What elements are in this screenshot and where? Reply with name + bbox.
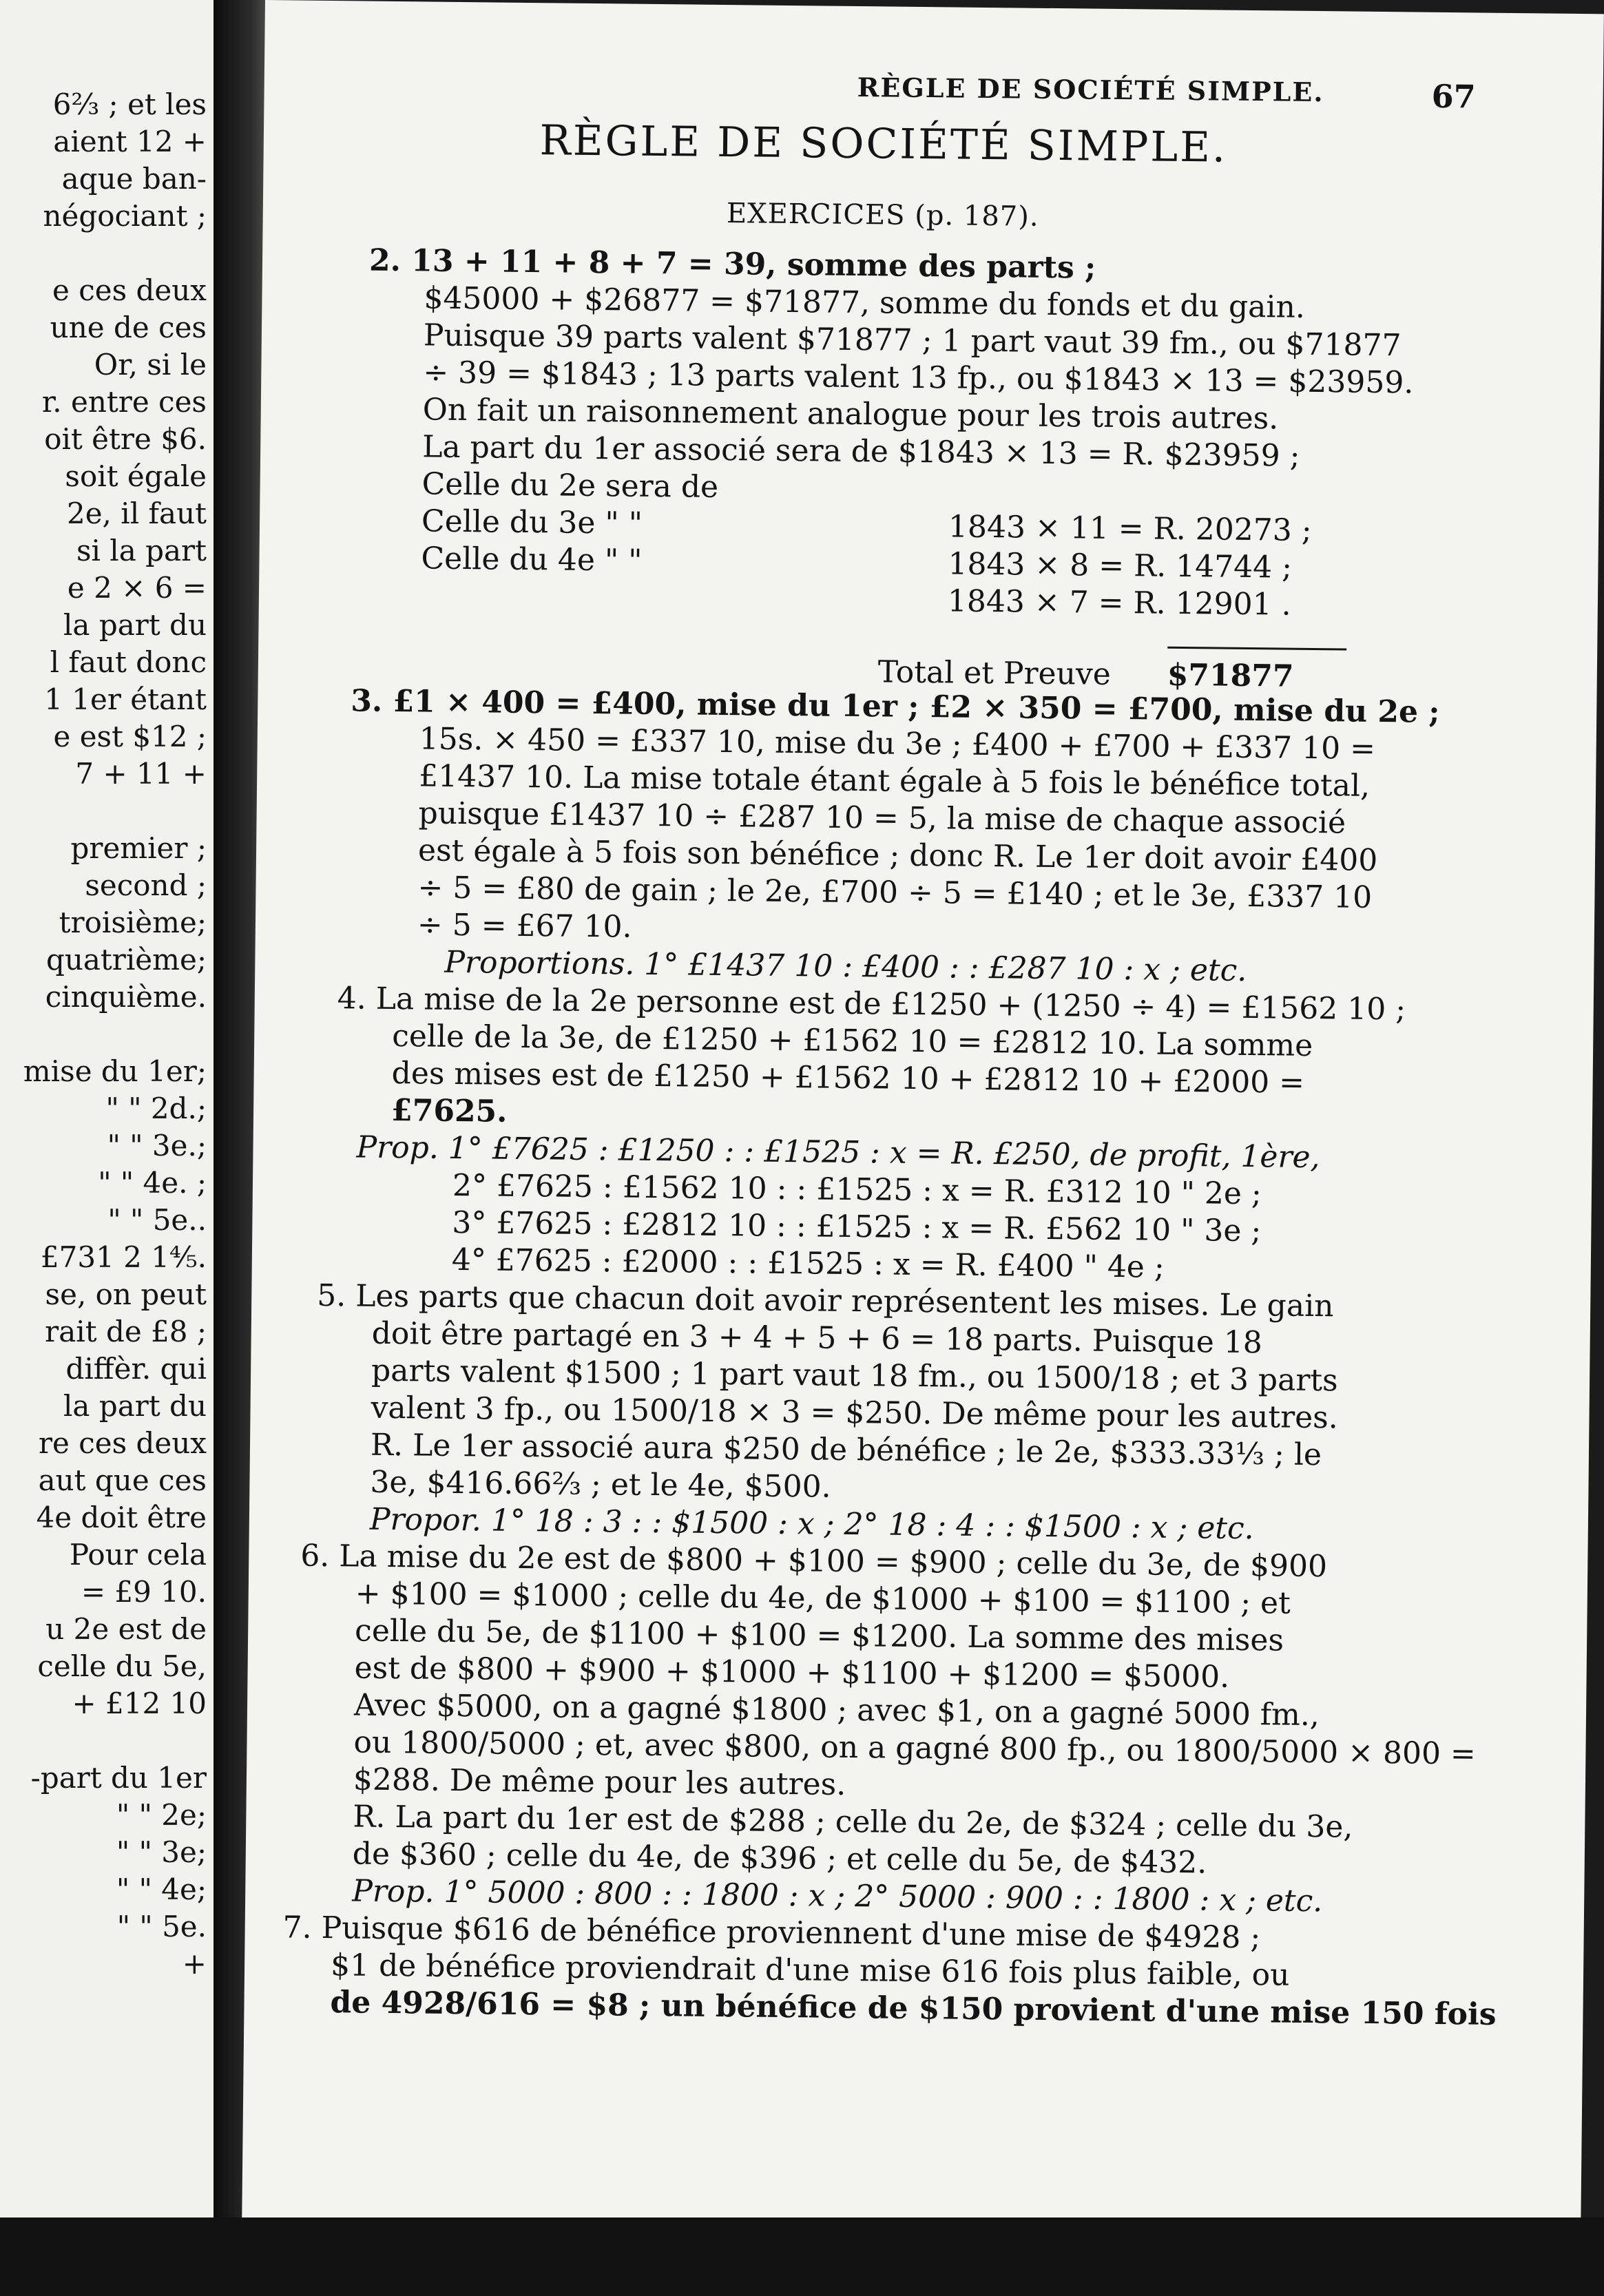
solution-line: est de $800 + $900 + $1000 + $1100 + $1200 = $5000. [354, 1650, 1230, 1695]
solution-line: R. Le 1er associé aura $250 de bénéfice ; le 2e, $333.33⅓ ; le [370, 1427, 1322, 1473]
solution-line: de $360 ; celle du 4e, de $396 ; et celle du 5e, de $432. [352, 1836, 1207, 1881]
solution-line: La part du 1er associé sera de $1843 × 13 = R. $23959 ; [421, 429, 1300, 474]
solution-line: 7. Puisque $616 de bénéfice proviennent d'une mise de $4928 ; [282, 1910, 1261, 1956]
left-page-line: troisième; [59, 906, 207, 939]
solution-line: ÷ 39 = $1843 ; 13 parts valent 13 fp., ou $1843 × 13 = $23959. [423, 355, 1414, 401]
solution-line: 3. £1 × 400 = £400, mise du 1er ; £2 × 350 = £700, mise du 2e ; [351, 683, 1440, 730]
solution-line: 15s. × 450 = £337 10, mise du 3e ; £400 + £700 + £337 10 = [419, 721, 1376, 766]
left-page-line: second ; [85, 868, 207, 902]
solution-line: Prop. 1° £7625 : £1250 : : £1525 : x = R. £250, de profit, 1ère, [356, 1129, 1320, 1176]
left-page-line: " " 4e; [116, 1872, 207, 1906]
result-value: 1843 × 7 = R. 12901 . [947, 583, 1291, 623]
solution-line: doit être partagé en 3 + 4 + 5 + 6 = 18 parts. Puisque 18 [371, 1315, 1263, 1361]
left-page-line: aque ban- [61, 162, 207, 196]
left-page-line: négociant ; [43, 199, 207, 233]
left-page-line: -part du 1er [30, 1761, 207, 1795]
right-page [242, 0, 1604, 2252]
left-page-line: Or, si le [94, 348, 207, 382]
solution-line: Puisque 39 parts valent $71877 ; 1 part vaut 39 fm., ou $71877 [423, 317, 1402, 364]
left-page-line: " " 3e.; [107, 1129, 207, 1162]
left-page-line: r. entre ces [41, 385, 207, 419]
left-page-line: l faut donc [50, 645, 207, 679]
solution-line: Prop. 1° 5000 : 800 : : 1800 : x ; 2° 5000 : 900 : : 1800 : x ; etc. [351, 1873, 1323, 1919]
solution-line: £1437 10. La mise totale étant égale à 5 fois le bénéfice total, [418, 758, 1371, 804]
left-page-line: aut que ces [38, 1463, 207, 1497]
left-page-line: " " 5e. [116, 1910, 207, 1943]
solution-line: £7625. [390, 1093, 508, 1129]
left-page-line: la part du [63, 608, 207, 642]
left-page-line: £731 2 1⅘. [40, 1240, 207, 1274]
left-page-line: diffèr. qui [65, 1352, 207, 1386]
result-value: 1843 × 8 = R. 14744 ; [948, 546, 1293, 585]
left-page-line: u 2e est de [45, 1612, 207, 1646]
left-page-line: cinquième. [45, 980, 207, 1014]
exercises-subtitle: EXERCICES (p. 187). [726, 198, 1039, 233]
solution-line: Celle du 2e sera de [421, 466, 719, 505]
solution-line: $1 de bénéfice proviendrait d'une mise 616 fois plus faible, ou [330, 1948, 1290, 1993]
left-page-line: une de ces [50, 311, 207, 344]
solution-line: 2° £7625 : £1562 10 : : £1525 : x = R. £312 10 " 2e ; [452, 1167, 1262, 1212]
solution-line: + $100 = $1000 ; celle du 4e, de $1000 + $100 = $1100 ; et [355, 1576, 1291, 1621]
left-page-line: 2e, il faut [66, 497, 207, 530]
left-page-line: + £12 10 [72, 1687, 207, 1720]
left-page-line: e 2 × 6 = [67, 571, 207, 605]
left-page-line: soit égale [65, 459, 207, 493]
result-value: 1843 × 11 = R. 20273 ; [948, 509, 1312, 548]
solution-line: 4° £7625 : £2000 : : £1525 : x = R. £400 " 4e ; [451, 1242, 1165, 1285]
left-page-line: " " 5e.. [107, 1203, 207, 1237]
solution-line: Celle du 3e " " [421, 503, 643, 541]
left-page-line: rait de £8 ; [45, 1315, 207, 1348]
left-page-line: + [182, 1947, 207, 1981]
solution-line: celle de la 3e, de £1250 + £1562 10 = £2812 10. La somme [391, 1019, 1313, 1064]
left-page-line: = £9 10. [81, 1575, 207, 1609]
left-page-line: e est $12 ; [53, 720, 207, 753]
total-rule [1167, 647, 1346, 651]
left-page-line: 7 + 11 + [75, 757, 207, 791]
left-page-line: mise du 1er; [23, 1054, 207, 1088]
page-number: 67 [1431, 77, 1476, 116]
solution-line: 6. La mise du 2e est de $800 + $100 = $900 ; celle du 3e, de $900 [300, 1538, 1328, 1585]
left-page-line: " " 3e; [116, 1835, 207, 1869]
left-page-line: 1 1er étant [44, 682, 207, 716]
solution-line: 2. 13 + 11 + 8 + 7 = 39, somme des parts ; [368, 242, 1096, 286]
solution-line: parts valent $1500 ; 1 part vaut 18 fm., ou 1500/18 ; et 3 parts [371, 1353, 1338, 1399]
result-value: $71877 [1167, 657, 1294, 694]
left-page-line: la part du [63, 1389, 207, 1423]
solution-line: Total et Preuve [877, 654, 1112, 692]
solution-line: celle du 5e, de $1100 + $100 = $1200. La somme des mises [354, 1613, 1284, 1658]
left-page-line: aient 12 + [53, 125, 207, 158]
page-title: RÈGLE DE SOCIÉTÉ SIMPLE. [539, 116, 1228, 172]
solution-line: ou 1800/5000 ; et, avec $800, on a gagné 800 fp., ou 1800/5000 × 800 = [353, 1724, 1477, 1772]
solution-line: $288. De même pour les autres. [353, 1762, 846, 1802]
running-head: RÈGLE DE SOCIÉTÉ SIMPLE. [857, 72, 1324, 108]
left-page-line: " " 2e; [116, 1798, 207, 1832]
left-page-line: oit être $6. [44, 422, 207, 456]
left-page-line: re ces deux [38, 1426, 207, 1460]
solution-line: Propor. 1° 18 : 3 : : $1500 : x ; 2° 18 : 4 : : $1500 : x ; etc. [369, 1501, 1254, 1547]
left-page-fragment [0, 0, 213, 2217]
left-page-line: " " 4e. ; [98, 1166, 207, 1200]
solution-line: 5. Les parts que chacun doit avoir représentent les mises. Le gain [317, 1277, 1334, 1324]
left-page-line: se, on peut [45, 1277, 207, 1311]
left-page-line: celle du 5e, [37, 1649, 207, 1683]
solution-line: Proportions. 1° £1437 10 : £400 : : £287 10 : x ; etc. [444, 944, 1247, 989]
solution-line: 3e, $416.66⅔ ; et le 4e, $500. [370, 1464, 831, 1505]
scan-border [0, 2217, 1604, 2296]
solution-line: valent 3 fp., ou 1500/18 × 3 = $250. De même pour les autres. [371, 1390, 1339, 1436]
solution-line: Celle du 4e " " [421, 541, 643, 578]
solution-line: 3° £7625 : £2812 10 : : £1525 : x = R. £562 10 " 3e ; [452, 1204, 1262, 1249]
solution-line: R. La part du 1er est de $288 ; celle du 2e, de $324 ; celle du 3e, [353, 1799, 1353, 1845]
solution-line: des mises est de £1250 + £1562 10 + £2812 10 + £2000 = [391, 1056, 1305, 1100]
left-page-line: 6⅔ ; et les [52, 87, 207, 121]
solution-line: est égale à 5 fois son bénéfice ; donc R. Le 1er doit avoir £400 [417, 833, 1378, 878]
solution-line: Avec $5000, on a gagné $1800 ; avec $1, on a gagné 5000 fm., [353, 1687, 1320, 1733]
left-page-line: 4e doit être [36, 1501, 207, 1534]
left-page-line: e ces deux [52, 273, 207, 307]
solution-line: $45000 + $26877 = $71877, somme du fonds et du gain. [424, 280, 1306, 325]
solution-line: ÷ 5 = £80 de gain ; le 2e, £700 ÷ 5 = £140 ; et le 3e, £337 10 [417, 870, 1373, 915]
left-page-line: " " 2d.; [105, 1092, 207, 1125]
solution-line: de 4928/616 = $8 ; un bénéfice de $150 provient d'une mise 150 fois [330, 1985, 1497, 2032]
solution-line: On fait un raisonnement analogue pour les trois autres. [422, 392, 1279, 437]
left-page-line: Pour cela [69, 1538, 207, 1572]
left-page-line: quatrième; [45, 943, 207, 977]
left-page-line: si la part [76, 534, 207, 567]
left-page-line: premier ; [70, 831, 207, 865]
solution-line: puisque £1437 10 ÷ £287 10 = 5, la mise de chaque associé [418, 795, 1346, 841]
solution-line: ÷ 5 = £67 10. [417, 907, 632, 945]
solution-line: 4. La mise de la 2e personne est de £1250 + (1250 ÷ 4) = £1562 10 ; [337, 981, 1406, 1027]
